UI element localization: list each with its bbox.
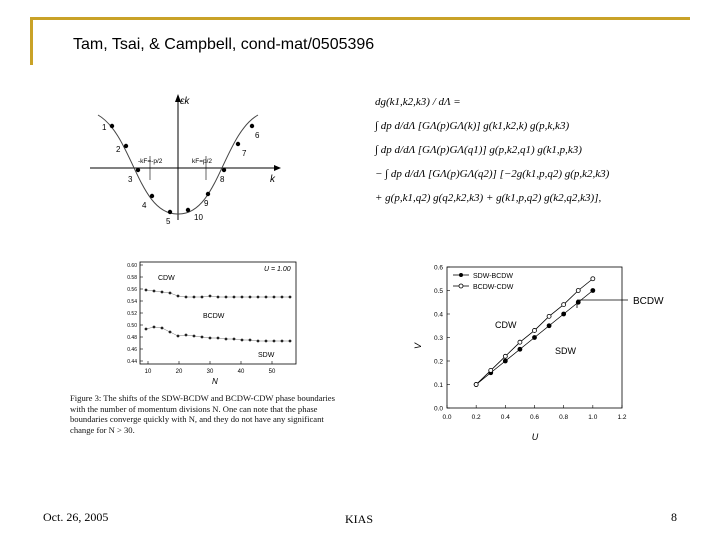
dispersion-point	[168, 210, 172, 214]
callout-bcdw: BCDW	[633, 296, 664, 307]
x-tick-label: 0.2	[471, 414, 481, 421]
kf-right-label: kF=p/2	[192, 158, 213, 165]
boundary-point	[225, 338, 228, 341]
dispersion-figure	[88, 90, 284, 225]
region-cdw: CDW	[158, 275, 175, 282]
boundary-point	[249, 296, 252, 299]
region-bcdw: BCDW	[203, 313, 225, 320]
boundary-point	[145, 328, 148, 331]
x-tick-label: 30	[206, 369, 214, 375]
x-tick-label: 0.6	[529, 414, 540, 421]
figure-caption: Figure 3: The shifts of the SDW-BCDW and BCDW-CDW phase boundaries with the number of momentum divisions N. One can note that the phase boundaries converge quickly with N, and they do not have any significant change for N > 30.	[70, 393, 335, 435]
boundary-point	[185, 296, 188, 299]
point-number: 6	[255, 131, 260, 140]
footer-date: Oct. 26, 2005	[43, 510, 109, 524]
dispersion-point	[206, 192, 210, 196]
region-sdw: SDW	[258, 352, 275, 359]
boundary-point	[161, 291, 164, 294]
x-tick-label: 50	[268, 369, 276, 375]
x-tick-label: 10	[144, 369, 152, 375]
k-axis-label: k	[270, 174, 275, 185]
x-tick-label: 0.8	[559, 414, 569, 421]
footer-center: KIAS	[345, 512, 374, 526]
legend	[453, 273, 514, 291]
boundary-point	[217, 337, 220, 340]
slide-title: Tam, Tsai, & Campbell, cond-mat/0505396	[73, 36, 375, 53]
y-axis-label: V	[413, 342, 423, 350]
phase-diagram-chart	[413, 258, 710, 443]
y-tick-label: 0.50	[127, 323, 137, 329]
legend-bcdw-cdw: BCDW-CDW	[473, 284, 514, 291]
data-point	[562, 303, 566, 307]
y-tick-label: 0.60	[127, 263, 137, 269]
y-tick-label: 0.58	[127, 275, 137, 281]
boundary-shift-figure	[108, 256, 308, 386]
point-number: 9	[204, 199, 209, 208]
kf-left-label: -kF=-p/2	[138, 158, 163, 165]
accent-bar-vertical	[30, 17, 33, 65]
u-value-label: U = 1.00	[264, 266, 291, 273]
point-number: 2	[116, 145, 121, 154]
boundary-point	[193, 335, 196, 338]
dispersion-point	[222, 168, 226, 172]
boundary-point	[177, 295, 180, 298]
y-tick-label: 0.54	[127, 299, 137, 305]
boundary-point	[201, 336, 204, 339]
data-point	[533, 328, 537, 332]
y-tick-label: 0.2	[433, 358, 443, 366]
data-point	[518, 347, 522, 351]
boundary-point	[241, 296, 244, 299]
x-tick-label: 1.2	[617, 414, 627, 421]
boundary-point	[225, 296, 228, 299]
y-tick-label: 0.5	[433, 288, 443, 295]
boundary-point	[233, 338, 236, 341]
boundary-point	[281, 296, 284, 299]
y-tick-label: 0.52	[127, 311, 137, 317]
boundary-point	[161, 327, 164, 330]
point-number: 1	[102, 123, 107, 132]
data-point	[547, 324, 551, 328]
boundary-point	[217, 296, 220, 299]
equation-line: − ∫ dp d/dΛ [GΛ(p)GΛ(q2)] [−2g(k1,p,q2) g(p,k2,k3)	[375, 168, 610, 180]
boundary-point	[233, 296, 236, 299]
dispersion-point	[136, 168, 140, 172]
dispersion-point	[110, 124, 114, 128]
x-tick-label: 1.0	[588, 414, 598, 421]
energy-axis-label: εk	[180, 96, 190, 107]
boundary-point	[257, 296, 260, 299]
point-number: 10	[194, 213, 203, 222]
dispersion-point	[250, 124, 254, 128]
data-point	[533, 336, 537, 340]
data-point	[547, 314, 551, 318]
footer-page-number: 8	[671, 510, 677, 524]
data-point	[576, 289, 580, 293]
boundary-point	[145, 289, 148, 292]
boundary-point	[193, 296, 196, 299]
y-tick-label: 0.3	[433, 335, 443, 342]
shift-x-label: N	[212, 377, 218, 386]
data-point	[518, 340, 522, 344]
equation-line: ∫ dp d/dΛ [GΛ(p)GΛ(q1)] g(p,k2,q1) g(k1,p,k3)	[375, 144, 582, 156]
x-axis-label: U	[531, 432, 539, 442]
boundary-point	[281, 340, 284, 343]
y-tick-label: 0.44	[127, 359, 137, 365]
point-number: 3	[128, 175, 133, 184]
data-point	[474, 383, 478, 387]
equation-line: ∫ dp d/dΛ [GΛ(p)GΛ(k)] g(k1,k2,k) g(p,k,k3)	[375, 120, 570, 132]
boundary-point	[257, 340, 260, 343]
accent-bar-horizontal	[30, 17, 690, 20]
x-tick-label: 40	[237, 369, 245, 375]
point-number: 8	[220, 175, 225, 184]
boundary-point	[153, 290, 156, 293]
dispersion-point	[124, 144, 128, 148]
point-number: 7	[242, 149, 247, 158]
data-point	[591, 289, 595, 293]
boundary-point	[273, 340, 276, 343]
region-sdw-label: SDW	[555, 346, 576, 356]
legend-sdw-bcdw: SDW-BCDW	[473, 273, 513, 280]
boundary-point	[289, 340, 292, 343]
boundary-point	[289, 296, 292, 299]
boundary-point	[201, 296, 204, 299]
point-number: 4	[142, 201, 147, 210]
boundary-point	[265, 296, 268, 299]
dispersion-point	[186, 208, 190, 212]
data-point	[503, 354, 507, 358]
boundary-point	[265, 340, 268, 343]
data-point	[562, 312, 566, 316]
boundary-point	[169, 331, 172, 334]
boundary-point	[273, 296, 276, 299]
y-tick-label: 0.1	[433, 382, 443, 389]
boundary-point	[209, 337, 212, 340]
region-cdw-label: CDW	[495, 320, 517, 330]
boundary-point	[185, 334, 188, 337]
equation-line: dg(k1,k2,k3) / dΛ =	[375, 96, 461, 108]
boundary-point	[177, 335, 180, 338]
x-tick-label: 0.0	[442, 414, 452, 421]
boundary-point	[209, 295, 212, 298]
y-tick-label: 0.0	[433, 405, 443, 413]
flow-equation	[375, 90, 675, 210]
x-tick-label: 20	[175, 369, 183, 375]
data-point	[503, 359, 507, 363]
y-tick-label: 0.6	[433, 264, 443, 272]
y-tick-label: 0.56	[127, 287, 137, 293]
equation-line: + g(p,k1,q2) g(q2,k2,k3) + g(k1,p,q2) g(k2,q2,k3)],	[375, 192, 602, 204]
boundary-point	[249, 339, 252, 342]
boundary-point	[169, 292, 172, 295]
dispersion-point	[150, 194, 154, 198]
data-point	[489, 368, 493, 372]
boundary-point	[153, 326, 156, 329]
dispersion-point	[236, 142, 240, 146]
boundary-point	[241, 339, 244, 342]
data-point	[591, 277, 595, 281]
y-tick-label: 0.48	[127, 335, 137, 341]
point-number: 5	[166, 217, 171, 226]
x-tick-label: 0.4	[500, 414, 510, 421]
y-tick-label: 0.46	[127, 347, 137, 353]
y-tick-label: 0.4	[433, 311, 443, 319]
